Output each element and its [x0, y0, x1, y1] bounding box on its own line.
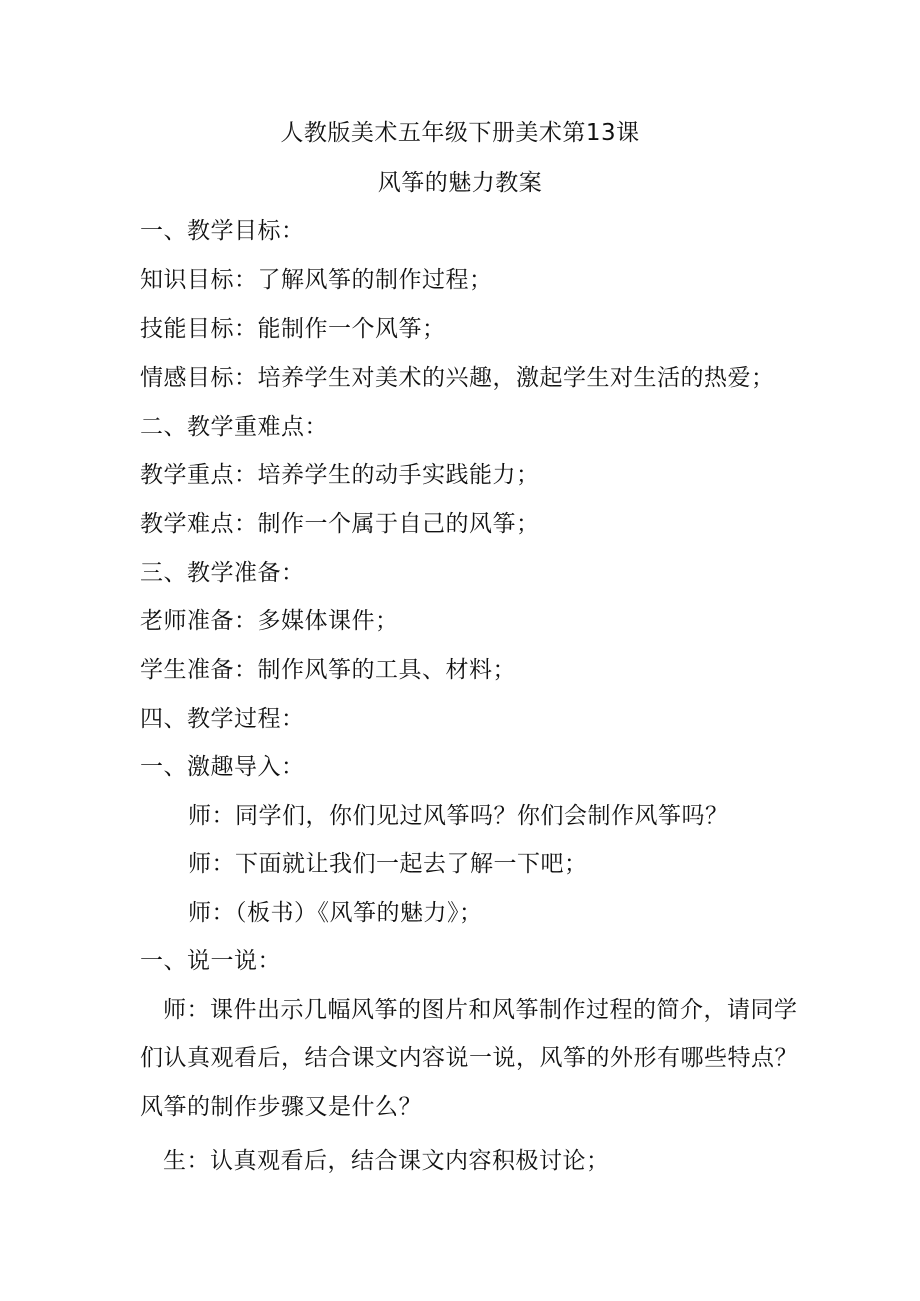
section-heading-process: 四、教学过程： — [140, 706, 305, 732]
paragraph-line-3: 风筝的制作步骤又是什么？ — [140, 1094, 422, 1120]
section-heading-preparation: 三、教学准备： — [140, 560, 305, 586]
prep-teacher: 老师准备：多媒体课件； — [140, 608, 399, 634]
student-line-1: 生：认真观看后，结合课文内容积极讨论； — [163, 1148, 610, 1174]
teacher-line-2: 师：下面就让我们一起去了解一下吧； — [188, 851, 588, 877]
keypoint-focus: 教学重点：培养学生的动手实践能力； — [140, 462, 540, 488]
prep-student: 学生准备：制作风筝的工具、材料； — [140, 657, 516, 683]
keypoint-difficulty: 教学难点：制作一个属于自己的风筝； — [140, 511, 540, 537]
document-subtitle: 风筝的魅力教案 — [377, 170, 543, 196]
document-title: 人教版美术五年级下册美术第13课 — [280, 120, 640, 146]
section-heading-objectives: 一、教学目标： — [140, 218, 305, 244]
objective-skill: 技能目标：能制作一个风筝； — [140, 316, 446, 342]
teacher-line-1: 师：同学们，你们见过风筝吗？你们会制作风筝吗？ — [188, 803, 729, 829]
paragraph-line-1: 师：课件出示几幅风筝的图片和风筝制作过程的简介，请同学 — [163, 997, 798, 1023]
objective-emotion: 情感目标：培养学生对美术的兴趣，激起学生对生活的热爱； — [140, 365, 775, 391]
step-heading-discuss: 一、说一说： — [140, 948, 281, 974]
step-heading-intro: 一、激趣导入： — [140, 754, 305, 780]
section-heading-keypoints: 二、教学重难点： — [140, 414, 328, 440]
paragraph-line-2: 们认真观看后，结合课文内容说一说，风筝的外形有哪些特点？ — [140, 1045, 798, 1071]
objective-knowledge: 知识目标：了解风筝的制作过程； — [140, 267, 493, 293]
teacher-line-3: 师：（板书）《风筝的魅力》； — [188, 900, 483, 926]
